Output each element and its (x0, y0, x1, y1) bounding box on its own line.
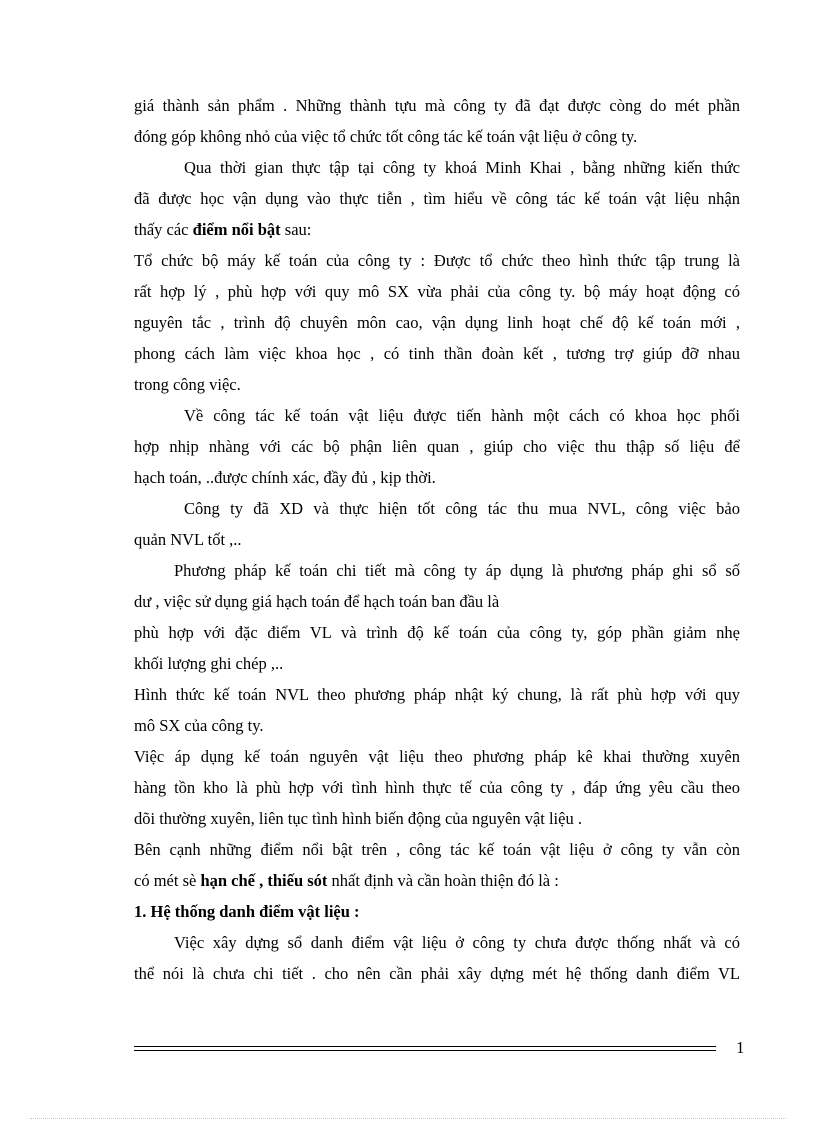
text-line: khối lượng ghi chép ,.. (134, 654, 284, 673)
text-line: Việc áp dụng kế toán nguyên vật liệu theo phương pháp kê khai thường xuyên (134, 747, 740, 766)
paragraph-2 (134, 152, 740, 245)
bold-phrase: hạn chế , thiếu sót (200, 871, 328, 890)
text-line: hàng tồn kho là phù hợp với tình hình thực tế của công ty , đáp ứng yêu cầu theo (134, 778, 740, 797)
text-line: dư , việc sử dụng giá hạch toán để hạch toán ban đầu là (134, 592, 500, 611)
text-line: thể nói là chưa chi tiết . cho nên cần phải xây dựng mét hệ thống danh điểm VL (134, 964, 740, 983)
text-line: giá thành sản phẩm . Những thành tựu mà công ty đã đạt được còng do mét phần (134, 96, 740, 115)
text-line: Hình thức kế toán NVL theo phương pháp nhật ký chung, là rất phù hợp với quy (134, 685, 740, 704)
paragraph-6 (134, 555, 740, 679)
body-text (134, 90, 740, 989)
paragraph-7 (134, 679, 740, 741)
text-line: Việc xây dựng sổ danh điểm vật liệu ở công ty chưa được thống nhất và có (174, 933, 740, 952)
text-line: nguyên tắc , trình độ chuyên môn cao, vận dụng linh hoạt chế độ kế toán mới , (134, 313, 740, 332)
text-line: quản NVL tốt ,.. (134, 530, 242, 549)
text-line: Tổ chức bộ máy kế toán của công ty : Được tổ chức theo hình thức tập trung là (134, 251, 740, 270)
text-line (134, 214, 740, 245)
text-line: đã được học vận dụng vào thực tiễn , tìm hiểu về công tác kế toán vật liệu nhận (134, 189, 740, 208)
paragraph-5 (134, 493, 740, 555)
text-line (134, 865, 740, 896)
paragraph-9 (134, 834, 740, 896)
text-line: Phương pháp kế toán chi tiết mà công ty áp dụng là phương pháp ghi sổ số (174, 561, 740, 580)
text-line: Qua thời gian thực tập tại công ty khoá Minh Khai , bằng những kiến thức (184, 158, 740, 177)
text-run: sau: (280, 220, 312, 239)
page-number: 1 (736, 1038, 745, 1057)
text-line: phù hợp với đặc điểm VL và trình độ kế toán của công ty, góp phần giảm nhẹ (134, 623, 740, 642)
text-line: Bên cạnh những điểm nổi bật trên , công tác kế toán vật liệu ở công ty vẫn còn (134, 840, 740, 859)
text-line: rất hợp lý , phù hợp với quy mô SX vừa phải của công ty. bộ máy hoạt động có (134, 282, 740, 301)
paragraph-1 (134, 90, 740, 152)
paragraph-3 (134, 245, 740, 400)
paragraph-4 (134, 400, 740, 493)
page-bottom-border (30, 1118, 786, 1119)
text-run: nhất định và cần hoàn thiện đó là : (327, 871, 559, 890)
text-run: có mét sè (134, 871, 201, 890)
text-line: đóng góp không nhỏ của việc tổ chức tốt công tác kế toán vật liệu ở công ty. (134, 127, 638, 146)
text-line: hạch toán, ..được chính xác, đầy đủ , kịp thời. (134, 468, 436, 487)
bold-phrase: điểm nổi bật (192, 220, 281, 239)
text-line: Công ty đã XD và thực hiện tốt công tác thu mua NVL, công việc bảo (184, 499, 740, 518)
text-line: trong công việc. (134, 375, 241, 394)
footer-divider (134, 1046, 716, 1051)
text-run: thấy các (134, 220, 193, 239)
text-line: hợp nhịp nhàng với các bộ phận liên quan , giúp cho việc thu thập số liệu để (134, 437, 740, 456)
text-line: Về công tác kế toán vật liệu được tiến hành một cách có khoa học phối (184, 406, 740, 425)
paragraph-8 (134, 741, 740, 834)
section-heading: 1. Hệ thống danh điểm vật liệu : (134, 902, 360, 921)
text-line: mô SX của công ty. (134, 716, 264, 735)
text-line: dõi thường xuyên, liên tục tình hình biến động của nguyên vật liệu . (134, 809, 582, 828)
paragraph-10 (134, 927, 740, 989)
text-line: phong cách làm việc khoa học , có tinh thần đoàn kết , tương trợ giúp đỡ nhau (134, 344, 740, 363)
